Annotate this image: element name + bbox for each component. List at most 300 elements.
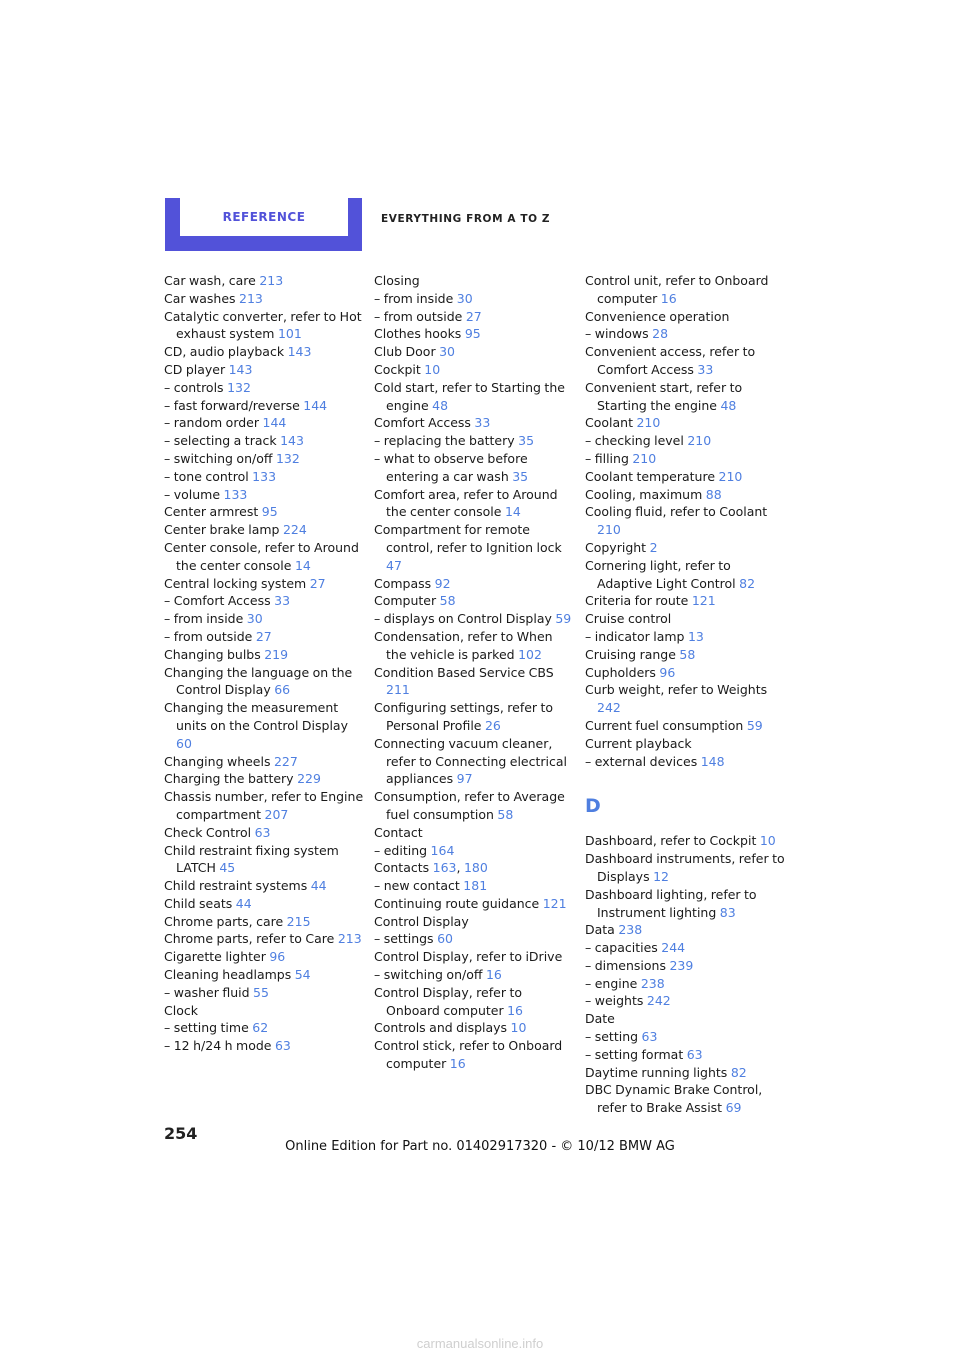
index-term: Curb weight, refer to Weights (585, 682, 768, 698)
index-term: Control Display (374, 913, 469, 929)
index-term: – 12 h/24 h mode (164, 1038, 272, 1054)
index-term: Criteria for route (585, 593, 689, 609)
page-ref-link[interactable]: 16 (507, 1002, 524, 1018)
page-ref-link[interactable]: 59 (746, 717, 763, 733)
index-entry (374, 877, 574, 895)
index-entry (164, 308, 364, 344)
index-term: – Comfort Access (164, 593, 271, 609)
index-term: Changing the language on the Control Display (164, 664, 353, 698)
index-entry (585, 921, 785, 939)
index-entry (164, 432, 364, 450)
index-entry (374, 1037, 574, 1073)
page-ref-link[interactable]: 2 (649, 539, 658, 555)
page-ref-link[interactable]: 59 (555, 611, 572, 627)
page-ref-link[interactable]: 213 (239, 290, 263, 306)
index-entry (585, 325, 785, 343)
page-ref-link[interactable]: 62 (252, 1020, 269, 1036)
index-entry (164, 753, 364, 771)
page-ref-link[interactable]: 58 (679, 646, 696, 662)
page-ref-link[interactable]: 96 (659, 664, 676, 680)
index-entry (585, 486, 785, 504)
index-term: – from outside (374, 308, 463, 324)
index-entry (164, 468, 364, 486)
watermark: carmanualsonline.info (416, 1336, 544, 1351)
page-ref-link[interactable]: 143 (228, 361, 253, 377)
page-ref-link[interactable]: 238 (618, 922, 643, 938)
index-entry (585, 1046, 785, 1064)
index-term: – replacing the battery (374, 433, 515, 449)
page-ref-link[interactable]: 215 (286, 913, 311, 929)
index-entry (585, 414, 785, 432)
page-ref-link[interactable]: 82 (730, 1064, 747, 1080)
page-ref-link[interactable]: 83 (719, 904, 736, 920)
index-entry (374, 521, 574, 574)
index-term: Current fuel consumption (585, 717, 744, 733)
index-term: – selecting a track (164, 433, 277, 449)
page-ref-link[interactable]: 54 (294, 967, 311, 983)
page-ref-link[interactable]: 133 (223, 486, 248, 502)
index-entry (164, 966, 364, 984)
index-entry (374, 984, 574, 1020)
index-term: CD, audio playback (164, 344, 285, 360)
index-entry (374, 450, 574, 486)
page-ref-link[interactable]: 10 (424, 361, 441, 377)
index-term: Condition Based Service CBS (374, 664, 554, 680)
page-ref-link[interactable]: 132 (275, 450, 300, 466)
page-ref-link[interactable]: 16 (485, 967, 502, 983)
index-term: Car wash, care (164, 273, 256, 288)
index-term: Convenience operation (585, 308, 730, 324)
index-term: Consumption, refer to Average fuel consumption (374, 789, 565, 822)
page-ref-link[interactable]: 96 (269, 949, 286, 965)
page-ref-link[interactable]: 47 (386, 557, 402, 573)
index-term: – capacities (585, 940, 658, 956)
index-term: – fast forward/reverse (164, 397, 300, 413)
index-entry (164, 450, 364, 468)
page-ref-link[interactable]: 63 (686, 1046, 703, 1062)
page-ref-link[interactable]: 33 (697, 361, 714, 377)
index-entry (164, 397, 364, 415)
page-ref-link[interactable]: 133 (252, 468, 277, 484)
index-entry (164, 414, 364, 432)
page-ref-link[interactable]: 63 (274, 1038, 291, 1054)
index-term: Cockpit (374, 361, 421, 377)
index-term: – random order (164, 415, 260, 431)
index-entry (164, 592, 364, 610)
index-term: – weights (585, 993, 644, 1009)
page-ref-link[interactable]: 244 (661, 940, 686, 956)
index-term: – from outside (164, 628, 253, 644)
index-entry (164, 913, 364, 931)
page-ref-link[interactable]: 95 (464, 326, 481, 342)
index-entry (374, 1019, 574, 1037)
page-ref-link[interactable]: 45 (219, 860, 236, 876)
page-ref-link[interactable]: 48 (432, 397, 449, 413)
index-entry (164, 610, 364, 628)
index-term: Cruising range (585, 646, 676, 662)
page-ref-link[interactable]: 13 (687, 628, 704, 644)
index-term: Contact (374, 824, 423, 840)
index-term: Cold start, refer to Starting the engine (374, 379, 565, 413)
index-entry (374, 664, 574, 700)
page-ref-link[interactable]: 30 (439, 344, 455, 360)
index-entry (585, 975, 785, 993)
index-term: – from inside (374, 290, 454, 306)
index-term: – controls (164, 379, 224, 395)
index-entry (585, 557, 785, 593)
index-entry (164, 539, 364, 575)
index-term: Compass (374, 575, 432, 591)
index-entry (374, 895, 574, 913)
index-term: DBC Dynamic Brake Control, refer to Brake Assist (585, 1082, 763, 1116)
page-ref-link[interactable]: 55 (253, 984, 269, 1000)
index-term: Convenient start, refer to Starting the engine (585, 379, 743, 413)
index-entry (585, 628, 785, 646)
index-entry (164, 824, 364, 842)
index-term: – dimensions (585, 957, 666, 973)
section-tab (165, 198, 362, 251)
page-ref-link[interactable]: 213 (337, 931, 362, 947)
page-ref-link[interactable]: 210 (597, 522, 621, 538)
index-entry (374, 930, 574, 948)
section-spacer (585, 770, 785, 784)
index-entry (164, 877, 364, 895)
index-term: Comfort Access (374, 415, 471, 431)
index-entry (585, 1028, 785, 1046)
footer-edition: Online Edition for Part no. 01402917320 - © 10/12 BMW AG (285, 1139, 675, 1154)
page-ref-link[interactable]: 180 (463, 860, 488, 876)
page-ref-link[interactable]: 14 (294, 557, 311, 573)
index-term: Club Door (374, 344, 436, 360)
index-entry (164, 361, 364, 379)
page-ref-link[interactable]: 27 (309, 575, 326, 591)
index-term: Child seats (164, 895, 233, 911)
index-entry (585, 646, 785, 664)
index-entry (164, 290, 364, 308)
page-ref-link[interactable]: 213 (259, 273, 284, 288)
index-term: Changing wheels (164, 753, 271, 769)
index-entry (164, 948, 364, 966)
page-ref-link[interactable]: 163 (432, 860, 457, 876)
index-entry (164, 272, 364, 290)
page-ref-link[interactable]: 12 (653, 868, 669, 884)
page-ref-link[interactable]: 229 (297, 771, 321, 787)
index-entry (585, 610, 785, 628)
page-ref-link[interactable]: 10 (510, 1020, 527, 1036)
page-ref-link[interactable]: 27 (255, 628, 272, 644)
index-entry (164, 628, 364, 646)
index-entry (374, 290, 574, 308)
index-entry (374, 325, 574, 343)
index-entry (164, 1002, 364, 1020)
index-term: Control stick, refer to Onboard computer (374, 1038, 563, 1072)
index-term: Control Display, refer to Onboard computer (374, 984, 522, 1018)
index-term: Coolant (585, 415, 633, 431)
page-ref-link[interactable]: 95 (261, 504, 278, 520)
page-ref-link[interactable]: 33 (274, 593, 291, 609)
section-spacer (585, 818, 785, 832)
index-term: Changing bulbs (164, 646, 261, 662)
page-ref-link[interactable]: 210 (632, 450, 657, 466)
index-entry (374, 824, 574, 842)
index-entry (374, 414, 574, 432)
page-ref-link[interactable]: 27 (465, 308, 482, 324)
index-term: Convenient access, refer to Comfort Access (585, 344, 756, 377)
index-entry (164, 984, 364, 1002)
page-ref-link[interactable]: 144 (303, 397, 328, 413)
page-ref-link[interactable]: 69 (725, 1100, 742, 1116)
index-entry (164, 1037, 364, 1055)
index-entry (164, 343, 364, 361)
index-term: Cigarette lighter (164, 949, 266, 965)
index-entry (585, 343, 785, 379)
index-entry (585, 503, 785, 539)
index-entry (585, 450, 785, 468)
page-ref-link[interactable]: 101 (277, 326, 302, 342)
index-term: Check Control (164, 824, 252, 840)
index-term: – indicator lamp (585, 628, 685, 644)
index-term: Control unit, refer to Onboard computer (585, 273, 769, 306)
index-entry (164, 842, 364, 878)
page-ref-link[interactable]: 211 (386, 682, 410, 698)
index-term: – switching on/off (374, 967, 483, 983)
index-term: Clock (164, 1002, 198, 1018)
index-entry (164, 486, 364, 504)
index-term: Configuring settings, refer to Personal Profile (374, 700, 554, 733)
index-entry (164, 895, 364, 913)
index-column-1 (164, 272, 364, 1055)
page-ref-link[interactable]: 88 (705, 486, 722, 502)
index-entry (374, 272, 574, 290)
index-term: – checking level (585, 433, 684, 449)
index-entry (374, 699, 574, 735)
page-ref-link[interactable]: 219 (264, 646, 289, 662)
index-entry (374, 788, 574, 824)
page-ref-link[interactable]: 143 (287, 344, 312, 360)
index-entry (374, 948, 574, 966)
index-entry (164, 770, 364, 788)
index-term: Charging the battery (164, 771, 294, 787)
index-entry (585, 717, 785, 735)
index-entry (585, 308, 785, 326)
index-entry (585, 681, 785, 717)
index-term: Condensation, refer to When the vehicle is parked (374, 628, 553, 662)
page-ref-link[interactable]: 242 (597, 700, 621, 716)
index-term: Center brake lamp (164, 522, 280, 538)
index-entry (585, 468, 785, 486)
index-term: Daytime running lights (585, 1064, 728, 1080)
page-ref-link[interactable]: 60 (437, 931, 453, 947)
page-ref-link[interactable]: 16 (660, 290, 677, 306)
index-column-2 (374, 272, 574, 1073)
page-ref-link[interactable]: 58 (439, 593, 456, 609)
index-term: Central locking system (164, 575, 307, 591)
index-entry (585, 735, 785, 753)
page-ref-link[interactable]: 132 (227, 379, 251, 395)
page-ref-link[interactable]: 10 (759, 833, 776, 849)
page-heading: EVERYTHING FROM A TO Z (381, 213, 551, 225)
index-term: Cruise control (585, 611, 672, 627)
index-term: – setting time (164, 1020, 249, 1036)
page-ref-link[interactable]: 238 (640, 975, 665, 991)
index-entry (164, 503, 364, 521)
page-ref-link[interactable]: 58 (497, 806, 514, 822)
page-ref-link[interactable]: 207 (264, 806, 289, 822)
page-ref-link[interactable]: 239 (669, 957, 694, 973)
index-entry (585, 1081, 785, 1117)
index-entry (374, 859, 574, 877)
index-term: – setting (585, 1029, 639, 1045)
index-entry (374, 308, 574, 326)
index-entry (374, 735, 574, 788)
index-term: Closing (374, 273, 420, 288)
page-ref-link[interactable]: 48 (720, 397, 737, 413)
index-entry (374, 842, 574, 860)
index-term: Child restraint systems (164, 878, 308, 894)
page-ref-link[interactable]: 16 (449, 1056, 466, 1072)
index-term: – settings (374, 931, 434, 947)
index-term: Date (585, 1011, 615, 1027)
index-entry (585, 539, 785, 557)
index-term: Cooling, maximum (585, 486, 703, 502)
index-term: – engine (585, 975, 638, 991)
page-ref-link[interactable]: 35 (512, 468, 529, 484)
index-entry (585, 939, 785, 957)
index-term: Computer (374, 593, 437, 609)
index-entry (374, 966, 574, 984)
index-term: – volume (164, 486, 221, 502)
page-ref-link[interactable]: 181 (463, 878, 488, 894)
index-entry (374, 361, 574, 379)
index-term: Cooling fluid, refer to Coolant (585, 504, 768, 520)
index-term: Cornering light, refer to Adaptive Light Control (585, 557, 736, 591)
page-ref-link[interactable]: 26 (484, 717, 501, 733)
page-ref-link[interactable]: 35 (518, 433, 535, 449)
section-letter: D (585, 795, 601, 818)
page-ref-link[interactable]: 210 (718, 468, 743, 484)
index-column-3 (585, 272, 785, 1117)
index-entry (585, 272, 785, 308)
page-ref-link[interactable]: 210 (636, 415, 661, 431)
index-entry (585, 592, 785, 610)
index-term: Compartment for remote control, refer to Ignition lock (374, 522, 562, 555)
index-term: – windows (585, 326, 649, 342)
page-ref-link[interactable]: 63 (641, 1029, 658, 1045)
index-entry (585, 886, 785, 922)
page-ref-link[interactable]: 102 (518, 646, 542, 662)
page-ref-link[interactable]: 63 (254, 824, 271, 840)
page-ref-link[interactable]: 82 (739, 575, 756, 591)
page-ref-link[interactable]: 44 (235, 895, 252, 911)
index-entry (164, 646, 364, 664)
page-ref-link[interactable]: 242 (646, 993, 671, 1009)
index-entry (585, 432, 785, 450)
index-term: Car washes (164, 290, 236, 306)
index-term: Cleaning headlamps (164, 967, 292, 983)
page-ref-link[interactable]: 143 (280, 433, 304, 449)
page-ref-link[interactable]: 121 (691, 593, 716, 609)
index-entry (164, 379, 364, 397)
index-entry (164, 664, 364, 700)
index-term: Control Display, refer to iDrive (374, 949, 563, 965)
page-ref-link[interactable]: 33 (474, 415, 491, 431)
page-ref-link[interactable]: 97 (456, 771, 473, 787)
index-term: CD player (164, 361, 226, 377)
index-entry (374, 628, 574, 664)
index-term: Changing the measurement units on the Control Display (164, 700, 348, 733)
index-entry (374, 592, 574, 610)
index-term: Dashboard, refer to Cockpit (585, 833, 757, 849)
page-ref-link[interactable]: 28 (652, 326, 669, 342)
index-entry (585, 1010, 785, 1028)
page-ref-link[interactable]: 144 (262, 415, 287, 431)
index-term: – displays on Control Display (374, 611, 552, 627)
index-term: – from inside (164, 611, 244, 627)
index-term: Comfort area, refer to Around the center console (374, 486, 558, 520)
index-term: Center armrest (164, 504, 259, 520)
index-entry (374, 343, 574, 361)
section-tab-label: REFERENCE (180, 198, 348, 236)
index-entry (374, 486, 574, 522)
index-term: Connecting vacuum cleaner, refer to Connecting electrical appliances (374, 735, 568, 787)
index-term: Current playback (585, 735, 692, 751)
index-term: – tone control (164, 468, 249, 484)
index-entry (585, 664, 785, 682)
page-ref-link[interactable]: 66 (274, 682, 291, 698)
page-ref-link[interactable]: 60 (176, 735, 192, 751)
page-ref-link[interactable]: 14 (504, 504, 521, 520)
index-entry (374, 913, 574, 931)
page-ref-link[interactable]: 30 (246, 611, 263, 627)
page-ref-link[interactable]: 30 (456, 290, 473, 306)
index-entry (585, 1064, 785, 1082)
index-entry (164, 699, 364, 752)
index-entry (164, 575, 364, 593)
index-term: Copyright (585, 539, 647, 555)
index-term: Dashboard instruments, refer to Displays (585, 851, 785, 884)
page-number: 254 (164, 1124, 198, 1143)
page-ref-link[interactable]: 92 (434, 575, 451, 591)
page-ref-link[interactable]: 210 (687, 433, 712, 449)
index-term: – setting format (585, 1046, 684, 1062)
index-entry (374, 610, 574, 628)
index-term: Center console, refer to Around the center console (164, 539, 359, 573)
index-term: Coolant temperature (585, 468, 716, 484)
index-entry (585, 753, 785, 771)
page-ref-link[interactable]: 44 (310, 878, 327, 894)
index-term: – switching on/off (164, 450, 273, 466)
index-entry (585, 850, 785, 886)
page-ref-link[interactable]: 227 (273, 753, 298, 769)
index-term: Catalytic converter, refer to Hot exhaust system (164, 308, 362, 342)
index-entry (585, 379, 785, 415)
page-ref-link[interactable]: 224 (282, 522, 307, 538)
index-term: Chrome parts, care (164, 913, 284, 929)
page-ref-link[interactable]: 121 (542, 895, 567, 911)
index-term: Chassis number, refer to Engine compartment (164, 789, 364, 822)
page-ref-link[interactable]: 164 (430, 842, 455, 858)
page-ref-link[interactable]: 148 (700, 753, 725, 769)
index-entry (164, 1019, 364, 1037)
index-entry (374, 379, 574, 415)
index-term: Cupholders (585, 664, 656, 680)
index-entry (164, 788, 364, 824)
index-entry (585, 957, 785, 975)
index-term: Child restraint fixing system LATCH (164, 842, 339, 876)
index-entry (585, 832, 785, 850)
index-term: – external devices (585, 753, 698, 769)
index-term: – washer fluid (164, 984, 250, 1000)
